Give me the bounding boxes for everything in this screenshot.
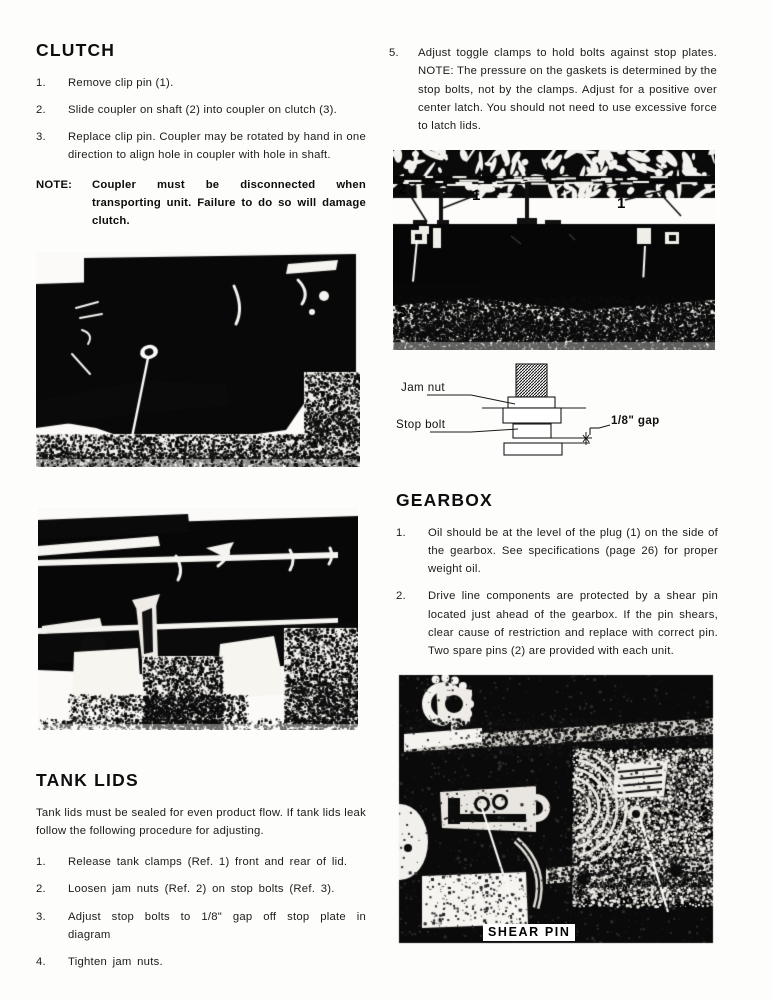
list-item <box>36 880 366 898</box>
gearbox-heading: GEARBOX <box>396 490 493 510</box>
tank-lid-clamp-photo <box>38 508 358 730</box>
gearbox-section <box>396 492 718 670</box>
tank-lids-intro: Tank lids must be sealed for even product flow. If tank lids leak follow the following procedure for adjusting. <box>36 806 366 837</box>
step-number: 1. <box>36 76 46 89</box>
step-text: Adjust stop bolts to 1/8" gap off stop plate in diagram <box>68 910 366 941</box>
list-item <box>36 128 366 165</box>
step-number: 3. <box>36 131 46 144</box>
list-item <box>36 101 366 119</box>
step-text: Release tank clamps (Ref. 1) front and rear of lid. <box>68 856 348 869</box>
step-text: Slide coupler on shaft (2) into coupler on clutch (3). <box>68 103 338 116</box>
list-item <box>36 74 366 92</box>
step-text: Loosen jam nuts (Ref. 2) on stop bolts (Ref. 3). <box>68 883 335 896</box>
jam-nut-label: Jam nut <box>401 381 446 394</box>
callout-1-right: 1 <box>617 195 626 212</box>
list-item <box>36 908 366 945</box>
clutch-heading: CLUTCH <box>36 40 116 60</box>
callout-3: 3 <box>398 304 407 321</box>
step-number: 5. <box>389 47 399 59</box>
clutch-steps <box>36 74 366 165</box>
toggle-clamp-photo <box>393 150 715 350</box>
tank-lids-section <box>36 772 366 981</box>
step-number: 2. <box>36 883 46 896</box>
stop-bolt-diagram <box>396 362 716 460</box>
note-label: NOTE: <box>36 178 73 191</box>
note-text: Coupler must be disconnected when transporting unit. Failure to do so will damage clutch. <box>92 178 366 228</box>
list-item <box>36 953 366 971</box>
step-text: Replace clip pin. Coupler may be rotated by hand in one direction to align hole in coupler with hole in shaft. <box>68 131 366 162</box>
list-item <box>389 44 717 135</box>
step-text: Oil should be at the level of the plug (1) on the side of the gearbox. See specifications (page 26) for proper weight oil. <box>428 526 718 576</box>
tank-lids-heading: TANK LIDS <box>36 770 139 790</box>
step-number: 3. <box>36 910 46 923</box>
callout-1-left: 1 <box>472 187 481 204</box>
step-text: Tighten jam nuts. <box>68 956 163 969</box>
step-number: 4. <box>36 956 46 969</box>
toggle-clamps-section <box>389 44 717 144</box>
toggle-clamp-steps <box>389 44 717 135</box>
step-text: Adjust toggle clamps to hold bolts against stop plates. NOTE: The pressure on the gaskets is determined by the stop bolts, not by the clamps. Adjust for a positive over center latch. You should not need to use excessive force to latch lids. <box>418 47 717 133</box>
tank-lids-steps <box>36 853 366 971</box>
list-item <box>36 853 366 871</box>
list-item <box>396 587 718 660</box>
callout-2: 2 <box>398 181 407 198</box>
step-text: Drive line components are protected by a shear pin located just ahead of the gearbox. If the pin shears, clear cause of restriction and replace with correct pin. Two spare pins (2) are provided with each unit. <box>428 590 718 658</box>
gap-label: 1/8" gap <box>611 414 660 427</box>
clutch-coupler-photo <box>36 252 360 467</box>
step-number: 1. <box>36 856 46 869</box>
clutch-section <box>36 42 366 231</box>
stop-bolt-label: Stop bolt <box>396 418 446 431</box>
list-item <box>396 524 718 579</box>
gearbox-shear-pin-photo <box>396 672 716 946</box>
step-text: Remove clip pin (1). <box>68 76 174 89</box>
step-number: 2. <box>396 590 406 603</box>
shear-pin-label: SHEAR PIN <box>483 924 575 941</box>
step-number: 1. <box>396 526 406 539</box>
step-number: 2. <box>36 103 46 116</box>
gearbox-steps <box>396 524 718 661</box>
stop-bolt-diagram-svg <box>396 362 716 460</box>
clutch-note <box>36 176 366 231</box>
